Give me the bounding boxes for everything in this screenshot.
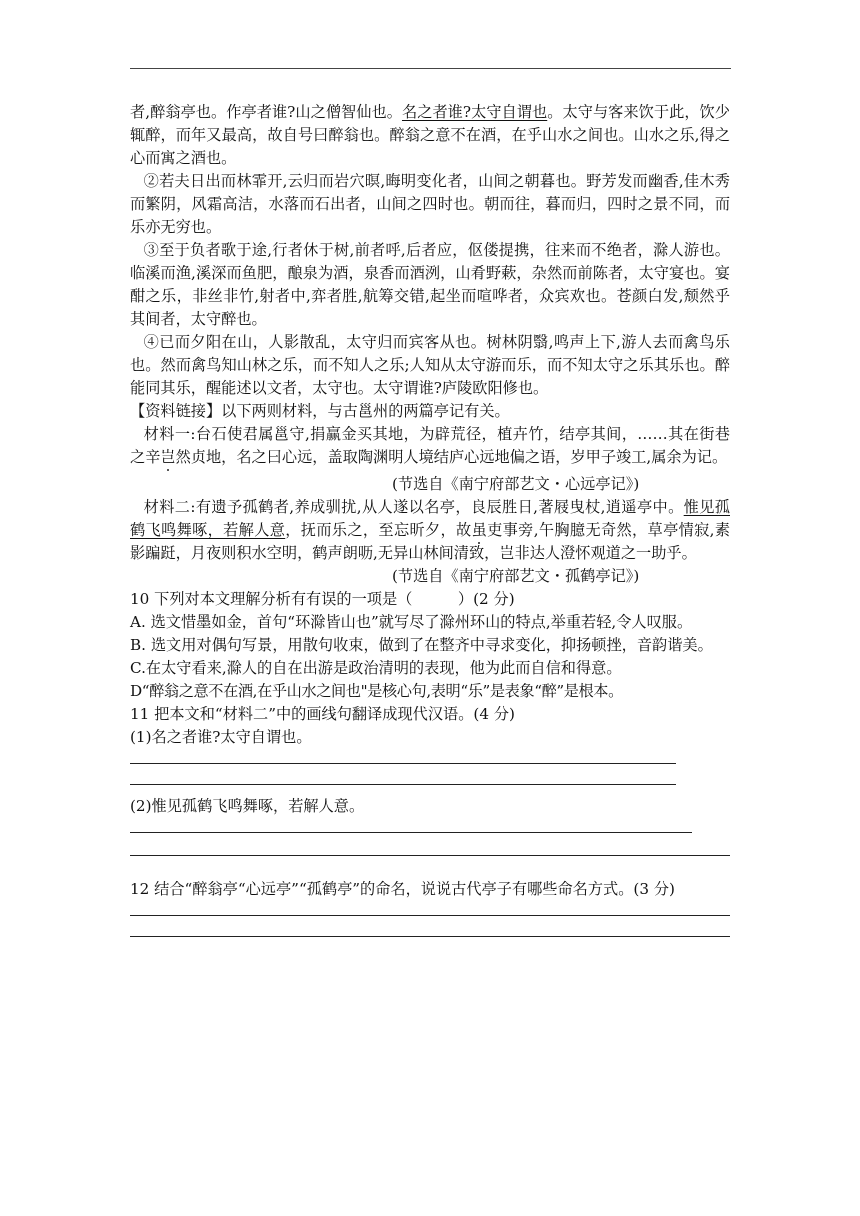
- answer-line[interactable]: [130, 855, 730, 856]
- question-10-stem: 10 下列对本文理解分析有有误的一项是（ ）(2 分): [130, 590, 515, 608]
- question-11-sub-1: (1)名之者谁?太守自谓也。: [130, 728, 312, 746]
- question-10-option-d: D“醉翁之意不在酒,在乎山水之间也"是核心句,表明“乐”是表象“醉”是根本。: [130, 682, 623, 700]
- question-11-stem: 11 把本文和“材料二”中的画线句翻译成现代汉语。(4 分): [130, 705, 515, 723]
- passage-text: 。太守与客来饮于此，饮少辄醉，而年又最高，故自号曰醉翁也。醉翁之意不在酒，在乎山水之间也。山水之乐,得之心而寓之酒也。: [130, 103, 730, 167]
- material-2-text: 吏事旁,午胸臆无奇然，草亭情寂,素影蹁跹，月夜则积水空明，鹤声朗呖,无异山林间清致，岂非达人澄怀观道之一助乎。: [130, 521, 731, 562]
- material-2: [130, 496, 730, 565]
- question-10-option-c: C.在太守看来,滁人的自在出游是政治清明的表现，他为此而自信和得意。: [130, 659, 622, 677]
- question-10-option-b: B. 选文用对偶句写景，用散句收束，做到了在整齐中寻求变化，抑扬顿挫，音韵谐美。: [130, 636, 713, 654]
- dotted-char: 岂: [160, 448, 176, 466]
- question-11-sub-2: (2)惟见孤鹤飞鸣舞啄，若解人意。: [130, 797, 365, 815]
- question-10-option-a: A. 选文惜墨如金，首句“环滁皆山也”就写尽了滁州环山的特点,举重若轻,令人叹服。: [130, 613, 693, 631]
- passage-paragraph-3: ③至于负者歌于途,行者休于树,前者呼,后者应，伛偻提携，往来而不绝者，滁人游也。临溪而渔,溪深而鱼肥，酿泉为酒，泉香而酒洌，山肴野蔌，杂然而前陈者，太守宴也。宴酣之乐，非丝非竹,射者中,弈者胜,航筹交错,起坐而喧哗者，众宾欢也。苍颜白发,颓然乎其间者，太守醉也。: [130, 241, 730, 328]
- answer-line[interactable]: [130, 915, 730, 916]
- answer-line[interactable]: [130, 763, 676, 764]
- document-body: [130, 101, 730, 937]
- top-rule: [130, 68, 731, 69]
- material-2-source: (节选自《南宁府部艺文・孤鹤亭记》): [392, 567, 640, 585]
- passage-paragraph-4: ④已而夕阳在山，人影散乱，太守归而宾客从也。树林阴翳,鸣声上下,游人去而禽鸟乐也。然而禽鸟知山林之乐，而不知人之乐;人知从太守游而乐，而不知太守之乐其乐也。醉能同其乐，醒能述以文者，太守也。太守谓谁?庐陵欧阳修也。: [130, 333, 730, 397]
- passage-paragraph-2: ②若夫日出而林霏开,云归而岩穴暝,晦明变化者，山间之朝暮也。野芳发而幽香,佳木秀而繁阴，风霜高洁，水落而石出者，山间之四时也。朝而往，暮而归，四时之景不同，而乐亦无穷也。: [130, 172, 730, 236]
- passage-text: 者,醉翁亭也。作亭者谁?山之僧智仙也。: [130, 103, 402, 121]
- underlined-sentence-1: 名之者谁?太守自谓也: [401, 103, 548, 121]
- answer-line[interactable]: [130, 832, 692, 833]
- material-1-source: (节选自《南宁府部艺文・心远亭记》): [392, 475, 640, 493]
- material-1-text: 然贞地，名之曰心远，盖取陶渊明人境结庐心远地偏之语，岁甲子竣工,属余为记。: [175, 448, 728, 466]
- material-2-text: ，抚而乐之，至忘昕夕，故: [285, 521, 472, 539]
- material-1-text: 材料一:台石使君属邕守,捐赢金买其地，为辟荒径，植卉竹，结亭其间，……其在街巷之辛: [130, 425, 730, 466]
- answer-line[interactable]: [130, 936, 730, 937]
- question-12-stem: 12 结合“醉翁亭“心远亭”“孤鹤亭”的命名，说说古代亭子有哪些命名方式。(3 分): [130, 880, 675, 898]
- material-link-intro: 【资料链接】以下两则材料，与古邕州的两篇亭记有关。: [130, 402, 510, 420]
- material-2-text: 材料二:有遗予孤鹤者,养成驯扰,从人遂以名亭，良辰胜日,著屐曳杖,逍遥亭中。: [143, 498, 684, 516]
- passage-paragraph-1: [130, 101, 730, 170]
- material-1: [130, 423, 730, 469]
- answer-line[interactable]: [130, 784, 676, 785]
- underlined-sentence-2: 惟见孤鹤飞鸣舞啄，若解人意: [130, 498, 730, 539]
- dotted-char: 虽: [471, 521, 488, 539]
